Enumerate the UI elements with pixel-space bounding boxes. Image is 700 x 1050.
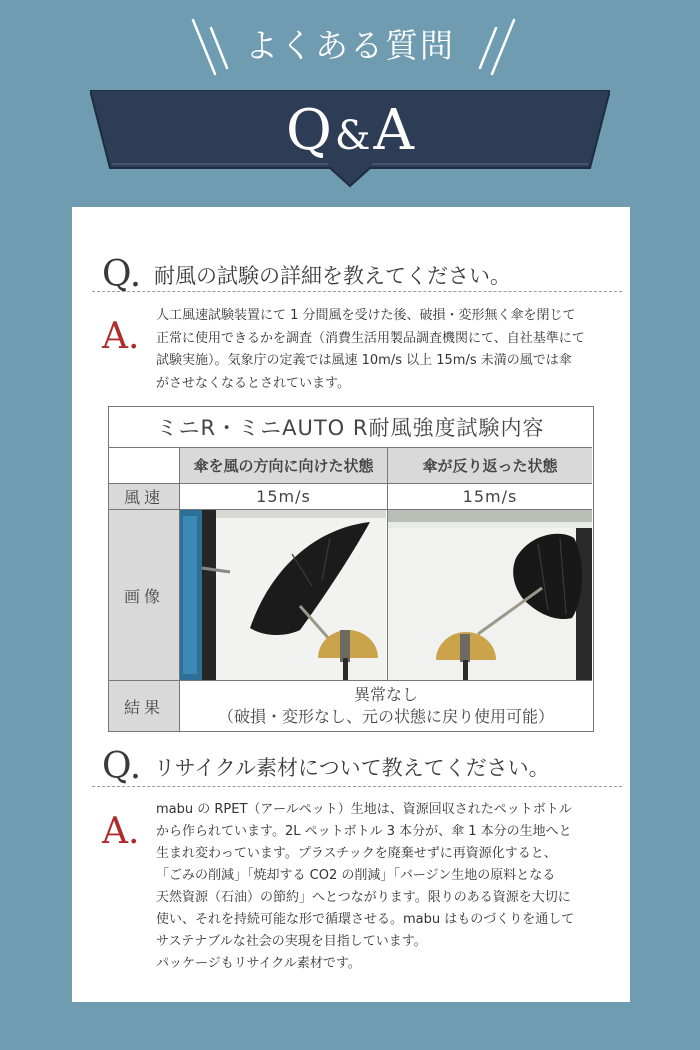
question-divider xyxy=(92,786,622,787)
question-text: 耐風の試験の詳細を教えてください。 xyxy=(154,264,511,288)
right-slash-decoration xyxy=(462,14,522,84)
result-cell xyxy=(180,681,592,731)
photo-facing-wind xyxy=(180,510,388,681)
row-label-image: 画像 xyxy=(109,510,180,681)
photo-inverted xyxy=(388,510,592,681)
result-line-2: （破損・変形なし、元の状態に戻り使用可能） xyxy=(217,707,554,726)
answer-line: 使い、それを持続可能な形で循環させる。mabu はものづくりを通して xyxy=(156,912,575,927)
faq-subtitle: よくある質問 xyxy=(245,26,455,65)
col-header-facing-wind: 傘を風の方向に向けた状態 xyxy=(180,448,388,484)
wind-speed-inverted: 15m/s xyxy=(388,484,592,510)
answer-line: 人工風速試験装置にて 1 分間風を受けた後、破損・変形無く傘を閉じて xyxy=(156,308,576,323)
umbrella-facing-wind-illustration xyxy=(180,510,386,680)
row-label-wind-speed: 風速 xyxy=(109,484,180,510)
faq-question-1 xyxy=(102,255,602,295)
answer-marker: A. xyxy=(102,316,140,357)
answer-line: 生まれ変わっています。プラスチックを廃棄せずに再資源化すると、 xyxy=(156,846,557,861)
col-header-inverted: 傘が反り返った状態 xyxy=(388,448,592,484)
qa-title: Q&A xyxy=(286,98,414,163)
table-corner xyxy=(109,448,180,484)
answer-line: 「ごみの削減」「焼却する CO2 の削減」「バージン生地の原料となる xyxy=(156,868,556,883)
wind-speed-facing: 15m/s xyxy=(180,484,388,510)
answer-line: 正常に使用できるかを調査（消費生活用製品調査機関にて、自社基準にて xyxy=(156,330,585,346)
table-title: ミニR・ミニAUTO R耐風強度試験内容 xyxy=(109,407,592,448)
faq-answer-2 xyxy=(156,799,612,975)
question-divider xyxy=(92,291,622,292)
question-marker: Q. xyxy=(102,746,142,787)
result-line-1: 異常なし xyxy=(353,685,418,704)
answer-line: サステナブルな社会の実現を目指しています。 xyxy=(156,934,427,949)
answer-line: から作られています。2L ペットボトル 3 本分が、傘 1 本分の生地へと xyxy=(156,824,572,839)
question-marker: Q. xyxy=(102,254,142,295)
question-text: リサイクル素材について教えてください。 xyxy=(154,756,550,780)
wind-test-table xyxy=(108,406,594,732)
answer-line: mabu の RPET（アールペット）生地は、資源回収されたペットボトル xyxy=(156,802,572,817)
answer-line: 天然資源（石油）の節約」へとつながります。限りのある資源を大切に xyxy=(156,890,571,905)
faq-answer-1 xyxy=(156,305,612,395)
answer-marker: A. xyxy=(102,811,140,852)
faq-question-2 xyxy=(102,747,602,787)
answer-line: 試験実施）。気象庁の定義では風速 10m/s 以上 15m/s 未満の風では傘 xyxy=(156,353,572,368)
faq-card xyxy=(72,207,630,1002)
umbrella-inverted-illustration xyxy=(388,510,592,680)
row-label-result: 結果 xyxy=(109,681,180,731)
left-slash-decoration xyxy=(185,14,245,84)
answer-line: がさせなくなるとされています。 xyxy=(156,375,350,391)
answer-line: パッケージもリサイクル素材です。 xyxy=(156,956,361,971)
